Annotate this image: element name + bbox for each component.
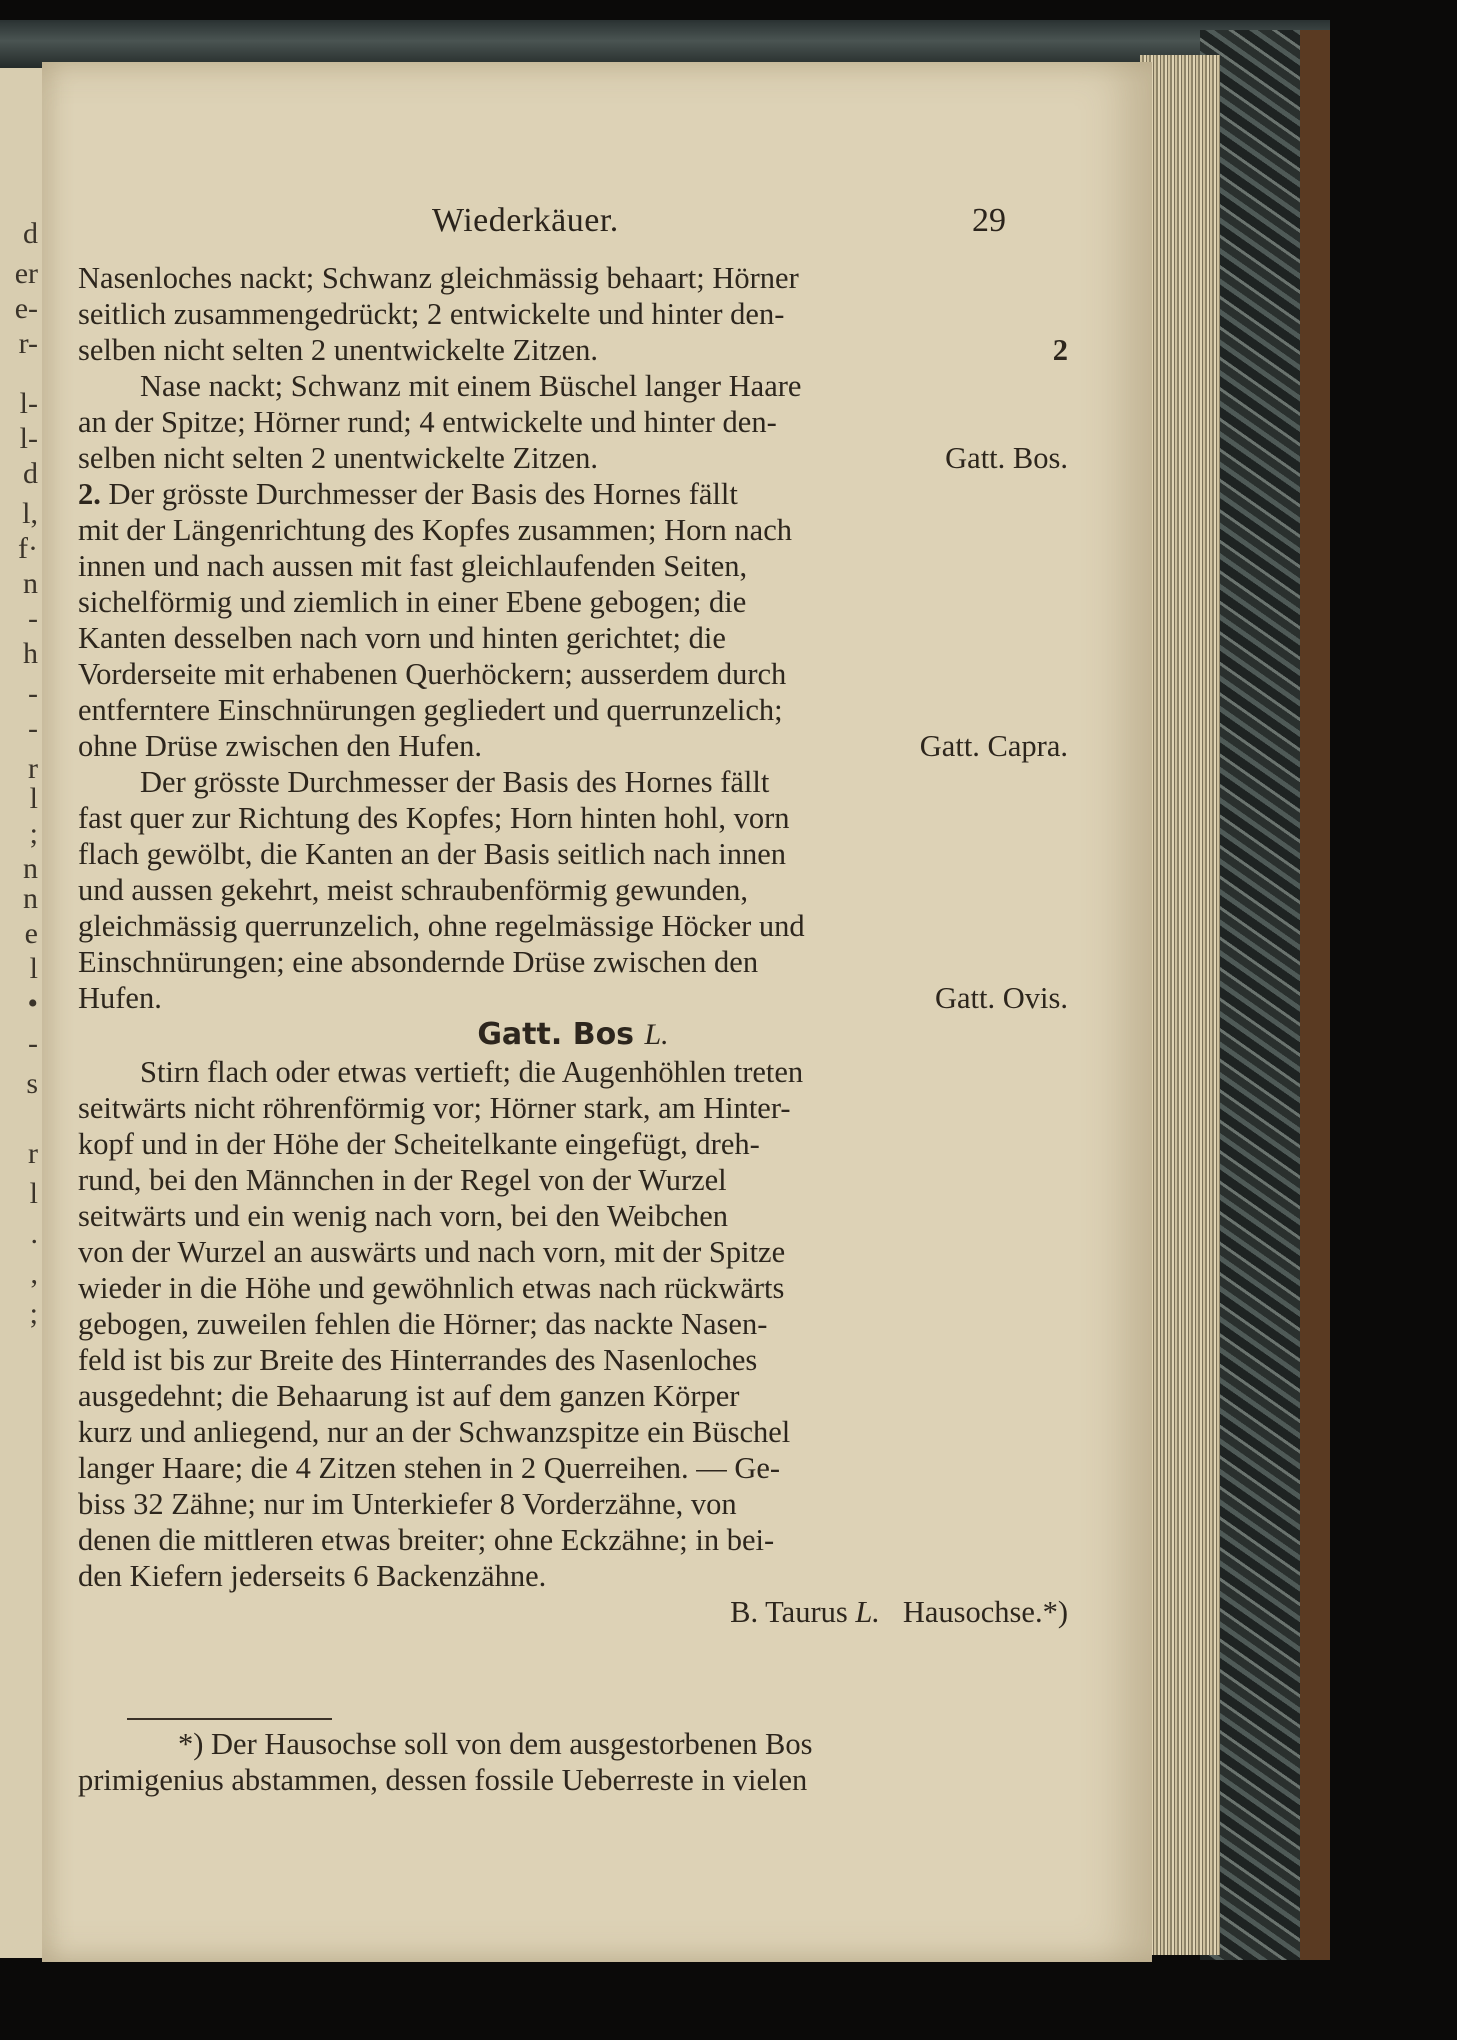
margin-fragment: l- — [19, 387, 38, 420]
text-line: kopf und in der Höhe der Scheitelkante eingefügt, dreh- — [78, 1127, 760, 1161]
margin-fragment: n — [23, 567, 38, 600]
text-line: Nase nackt; Schwanz mit einem Büschel langer Haare — [140, 369, 802, 403]
text-line: langer Haare; die 4 Zitzen stehen in 2 Querreihen. — Ge- — [78, 1451, 781, 1485]
text-line: rund, bei den Männchen in der Regel von der Wurzel — [78, 1163, 727, 1197]
text-line: selben nicht selten 2 unentwickelte Zitzen. 2 — [78, 333, 1068, 367]
margin-fragment: h — [23, 637, 38, 670]
text-line: mit der Längenrichtung des Kopfes zusammen; Horn nach — [78, 513, 792, 547]
page-body — [78, 260, 1068, 1630]
margin-fragment: d — [23, 457, 38, 490]
margin-fragment: ; — [29, 817, 38, 850]
margin-fragment: l — [29, 782, 38, 815]
margin-fragment: . — [30, 1217, 38, 1250]
key-reference: 2. — [78, 477, 101, 511]
margin-fragment: r- — [18, 327, 38, 360]
key-result-ovis: Gatt. Ovis. — [934, 981, 1068, 1015]
margin-fragment: , — [30, 1257, 38, 1290]
text-line: biss 32 Zähne; nur im Unterkiefer 8 Vorderzähne, von — [78, 1487, 737, 1521]
text-line: seitwärts und ein wenig nach vorn, bei den Weibchen — [78, 1199, 729, 1233]
margin-fragment: f· — [18, 532, 38, 565]
text-line: Vorderseite mit erhabenen Querhöckern; ausserdem durch — [78, 657, 787, 691]
text-line: feld ist bis zur Breite des Hinterrandes des Nasenloches — [78, 1343, 758, 1377]
text-line: von der Wurzel an auswärts und nach vorn, mit der Spitze — [78, 1235, 786, 1269]
running-title: Wiederkäuer. — [432, 202, 619, 239]
text-line: ausgedehnt; die Behaarung ist auf dem ganzen Körper — [78, 1379, 740, 1413]
page-number: 29 — [972, 202, 1006, 239]
text-line: selben nicht selten 2 unentwickelte Zitzen. Gatt. Bos. — [78, 441, 1068, 475]
text-line: entferntere Einschnürungen gegliedert und querrunzelich; — [78, 693, 783, 727]
text-line: flach gewölbt, die Kanten an der Basis seitlich nach innen — [78, 837, 787, 871]
margin-fragment: - — [28, 602, 38, 635]
text-line: Einschnürungen; eine absondernde Drüse zwischen den — [78, 945, 759, 979]
book-cover-edge — [1300, 30, 1330, 1960]
key-result-capra: Gatt. Capra. — [919, 729, 1068, 763]
key-result-bos: Gatt. Bos. — [945, 441, 1068, 475]
previous-page-margin — [0, 68, 42, 1958]
text-line: kurz und anliegend, nur an der Schwanzspitze ein Büschel — [78, 1415, 791, 1449]
margin-fragment: - — [28, 712, 38, 745]
margin-fragment: l- — [19, 422, 38, 455]
text-line: Stirn flach oder etwas vertieft; die Augenhöhlen treten — [140, 1055, 804, 1089]
footnote-line: primigenius abstammen, dessen fossile Ueberreste in vielen — [78, 1763, 808, 1797]
margin-fragment: n — [23, 852, 38, 885]
text-line: denen die mittleren etwas breiter; ohne Eckzähne; in bei- — [78, 1523, 775, 1557]
margin-fragment: l — [29, 1177, 38, 1210]
margin-fragment: r — [28, 1137, 38, 1170]
text-line: Nasenloches nackt; Schwanz gleichmässig behaart; Hörner — [78, 261, 799, 295]
page-edges — [1140, 55, 1220, 1955]
margin-fragment: er — [14, 257, 38, 290]
text-line: Der grösste Durchmesser der Basis des Hornes fällt — [140, 765, 770, 799]
margin-fragment: - — [28, 1027, 38, 1060]
text-line: seitwärts nicht röhrenförmig vor; Hörner stark, am Hinter- — [78, 1091, 791, 1125]
margin-fragment: n — [23, 882, 38, 915]
text-line: sichelförmig und ziemlich in einer Ebene gebogen; die — [78, 585, 747, 619]
margin-fragment: r — [28, 752, 38, 785]
text-line: gleichmässig querrunzelich, ohne regelmässige Höcker und — [78, 909, 805, 943]
book-page — [42, 62, 1152, 1962]
margin-fragment: d — [23, 217, 38, 250]
footnote-rule — [127, 1718, 332, 1720]
page-header — [42, 202, 1152, 252]
margin-fragment: l, — [22, 497, 38, 530]
text-line: und aussen gekehrt, meist schraubenförmig gewunden, — [78, 873, 748, 907]
text-line: ohne Drüse zwischen den Hufen. Gatt. Capra. — [78, 729, 1068, 763]
margin-fragment: • — [27, 987, 38, 1020]
text-line: seitlich zusammengedrückt; 2 entwickelte und hinter den- — [78, 297, 785, 331]
margin-fragment: ; — [29, 1297, 38, 1330]
species-line: B. Taurus L. Hausochse.*) — [730, 1595, 1068, 1629]
text-line: wieder in die Höhe und gewöhnlich etwas nach rückwärts — [78, 1271, 785, 1305]
margin-fragment: e- — [14, 292, 38, 325]
text-line: innen und nach aussen mit fast gleichlaufenden Seiten, — [78, 549, 748, 583]
margin-fragment: - — [28, 677, 38, 710]
text-line: den Kiefern jederseits 6 Backenzähne. — [78, 1559, 547, 1593]
margin-fragment: e — [24, 917, 38, 950]
text-line: fast quer zur Richtung des Kopfes; Horn hinten hohl, vorn — [78, 801, 790, 835]
genus-heading: Gatt. Bos L. — [477, 1017, 669, 1052]
key-reference: 2 — [1052, 333, 1068, 367]
text-line: gebogen, zuweilen fehlen die Hörner; das nackte Nasen- — [78, 1307, 768, 1341]
text-line: Hufen. Gatt. Ovis. — [78, 981, 1068, 1015]
margin-fragment: s — [26, 1067, 38, 1100]
footnote-line: *) Der Hausochse soll von dem ausgestorbenen Bos — [178, 1727, 813, 1761]
footnote — [78, 1726, 1068, 1798]
text-line: an der Spitze; Hörner rund; 4 entwickelte und hinter den- — [78, 405, 777, 439]
text-line: Kanten desselben nach vorn und hinten gerichtet; die — [78, 621, 726, 655]
margin-fragment: l — [29, 952, 38, 985]
text-line: 2. Der grösste Durchmesser der Basis des Hornes fällt — [78, 477, 738, 511]
